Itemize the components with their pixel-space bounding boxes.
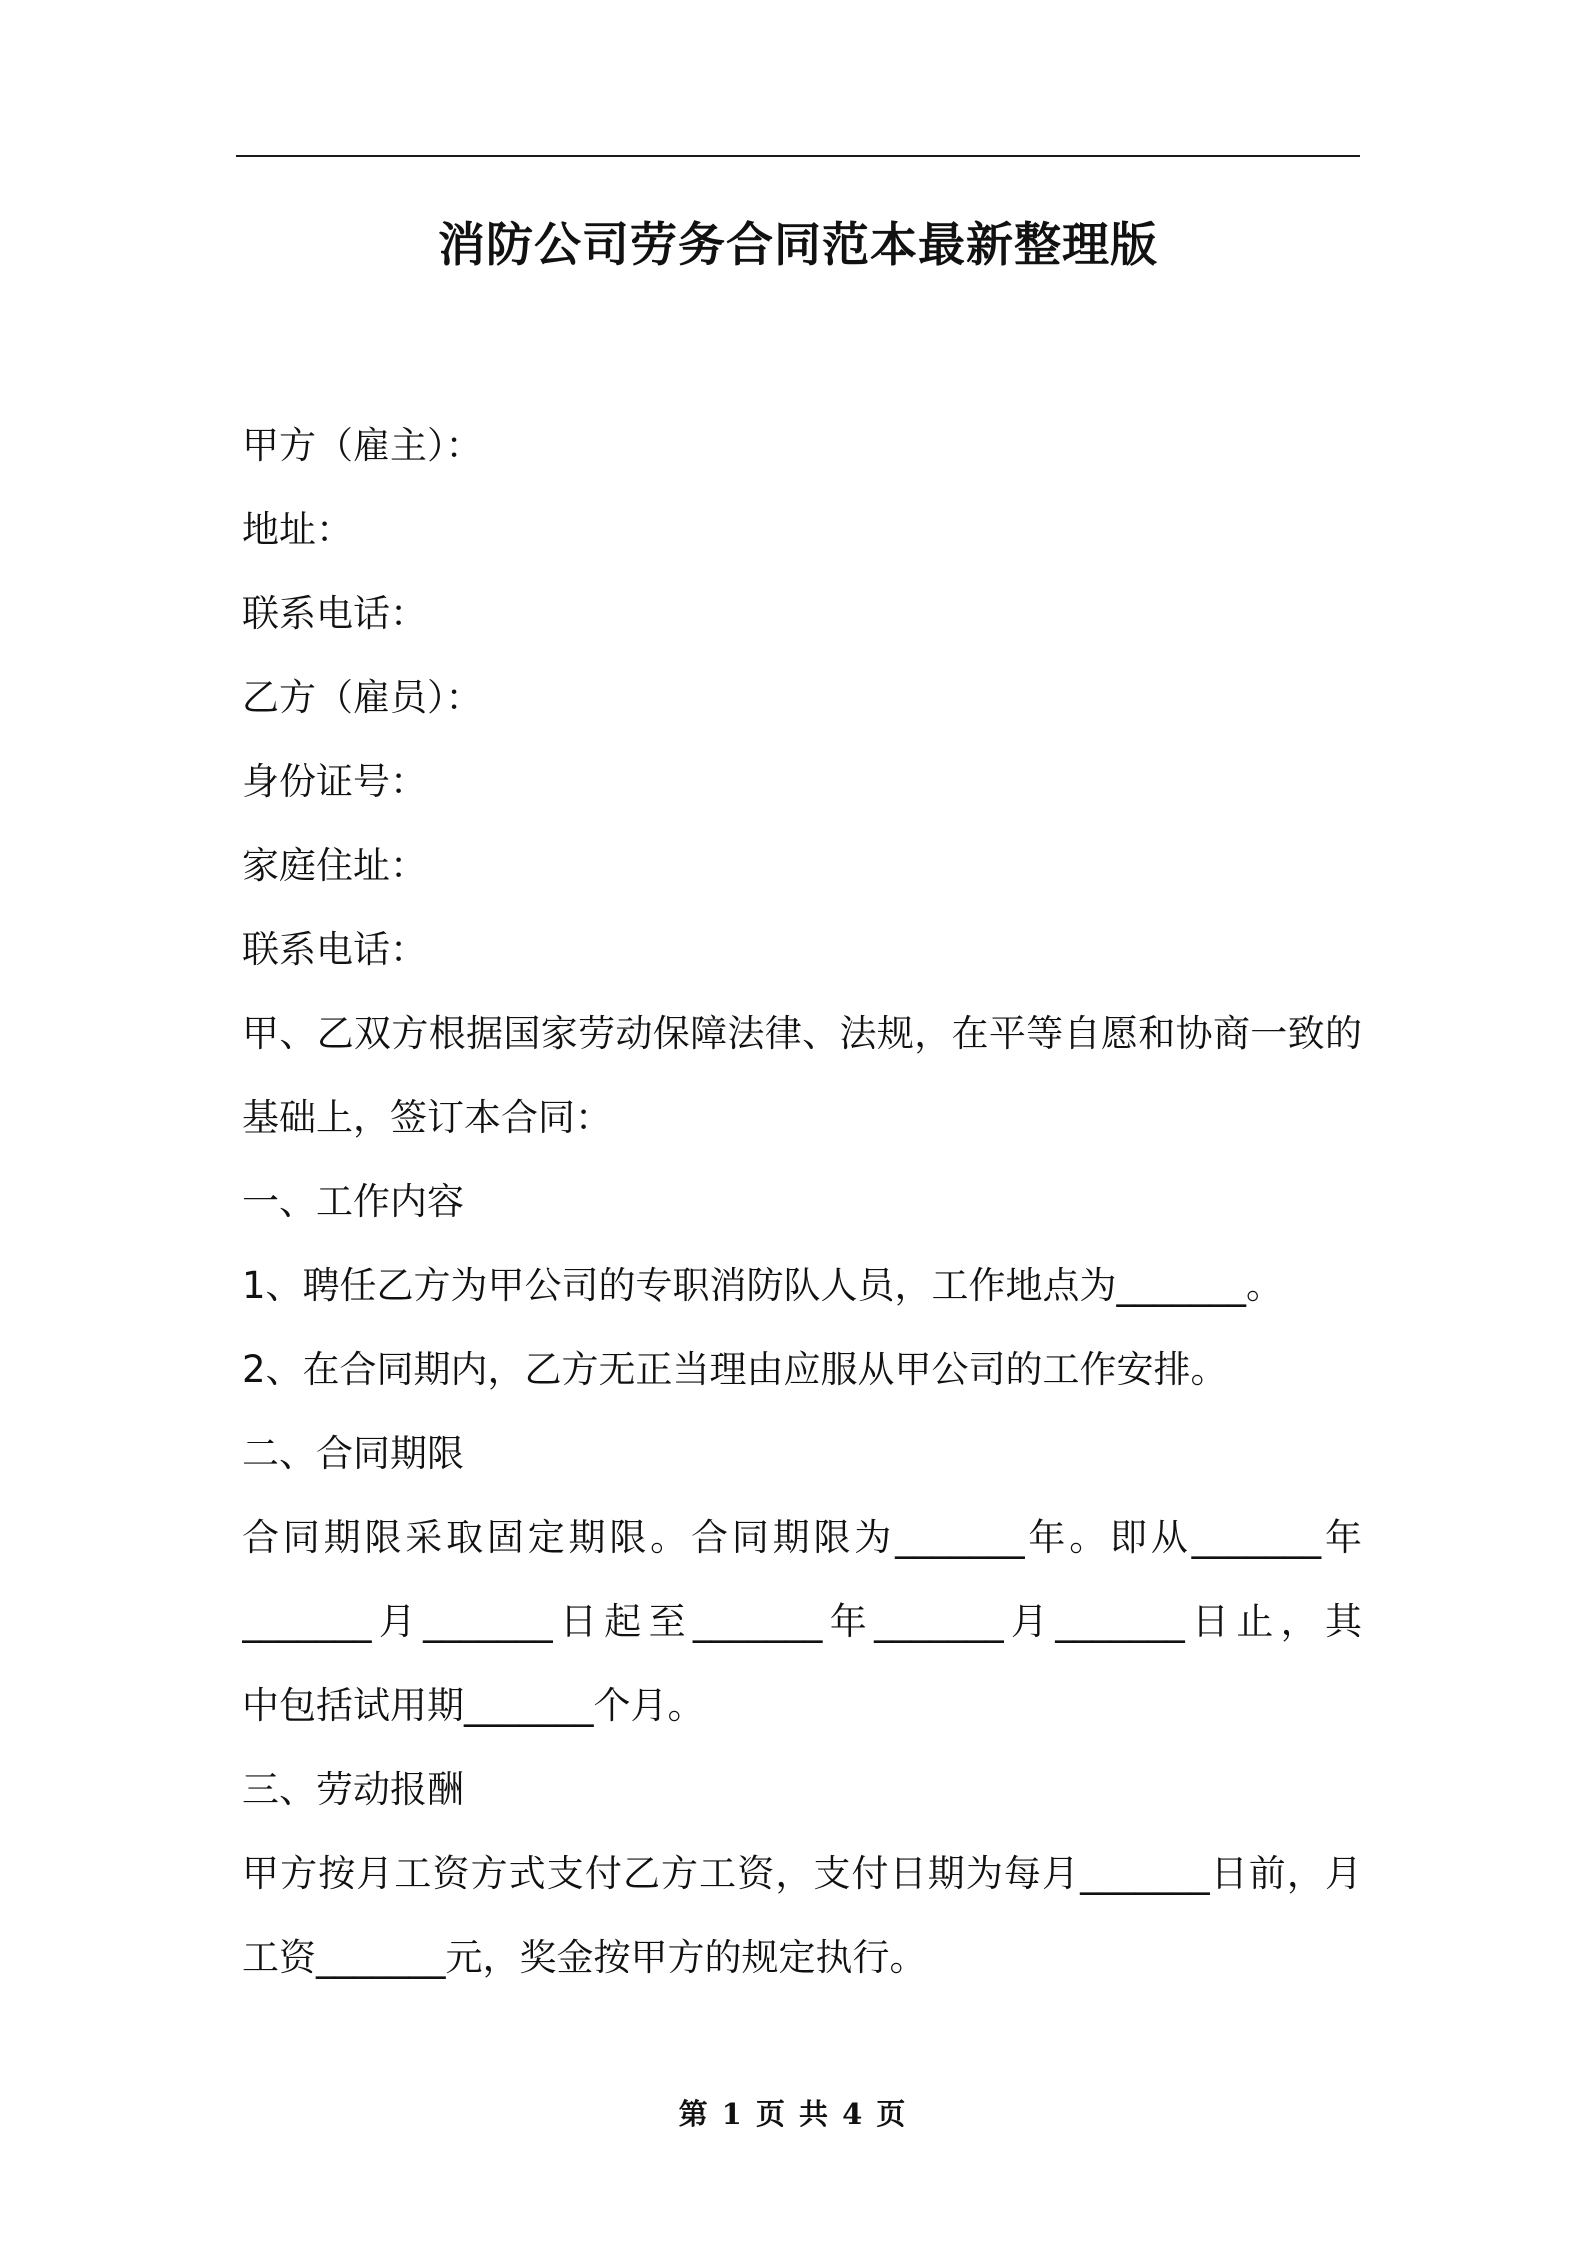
document-body <box>242 404 1362 2000</box>
clause-term-line-2: _______月_______日起至_______年_______月_______日止，其 <box>242 1600 1362 1643</box>
field-home-address: 家庭住址： <box>242 844 427 887</box>
field-employer-phone: 联系电话： <box>242 592 427 635</box>
clause-term-line-3: 中包括试用期_______个月。 <box>242 1684 705 1727</box>
field-id-number: 身份证号： <box>242 760 427 803</box>
preamble-line-2: 基础上，签订本合同： <box>242 1096 612 1139</box>
clause-term-line-1: 合同期限采取固定期限。合同期限为_______年。即从_______年 <box>242 1516 1362 1559</box>
field-address: 地址： <box>242 508 353 551</box>
page-number: 第 1 页 共 4 页 <box>678 2097 908 2131</box>
field-employee-phone: 联系电话： <box>242 928 427 971</box>
field-employer: 甲方（雇主）： <box>242 424 483 467</box>
section-heading-work: 一、工作内容 <box>242 1180 464 1223</box>
clause-work-1: 1、聘任乙方为甲公司的专职消防队人员，工作地点为_______。 <box>242 1264 1284 1307</box>
clause-pay-line-1: 甲方按月工资方式支付乙方工资，支付日期为每月_______日前，月 <box>242 1852 1362 1895</box>
section-heading-term: 二、合同期限 <box>242 1432 464 1475</box>
header-rule <box>236 155 1360 157</box>
clause-work-2: 2、在合同期内，乙方无正当理由应服从甲公司的工作安排。 <box>242 1348 1228 1391</box>
document-title: 消防公司劳务合同范本最新整理版 <box>438 218 1158 273</box>
field-employee: 乙方（雇员）： <box>242 676 483 719</box>
section-heading-pay: 三、劳动报酬 <box>242 1768 464 1811</box>
clause-pay-line-2: 工资_______元，奖金按甲方的规定执行。 <box>242 1936 927 1979</box>
preamble-line-1: 甲、乙双方根据国家劳动保障法律、法规，在平等自愿和协商一致的 <box>242 1012 1362 1055</box>
